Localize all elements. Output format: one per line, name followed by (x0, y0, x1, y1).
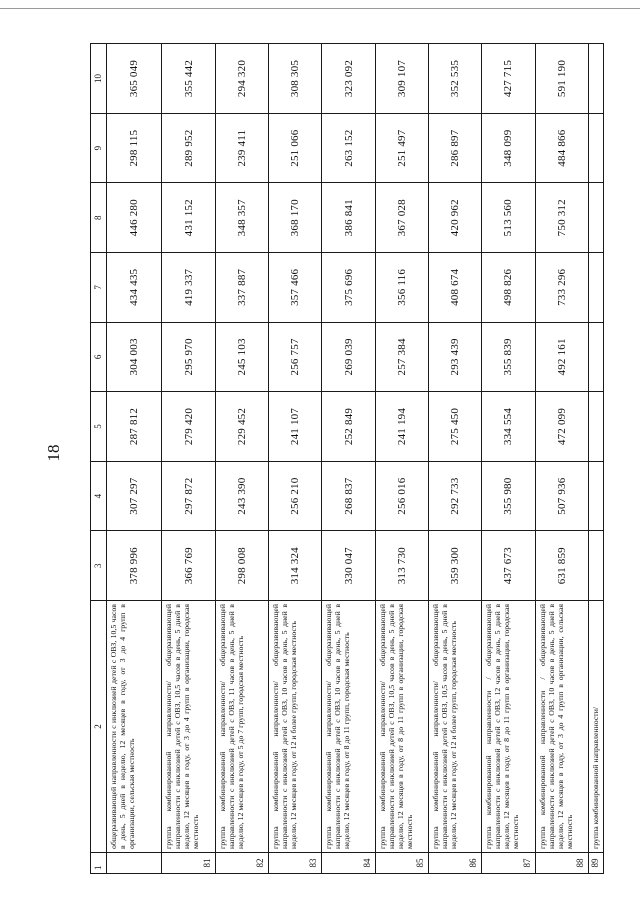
cost-value-cell: 304 003 (106, 322, 161, 392)
cost-value-cell: 334 554 (482, 392, 535, 462)
cost-value-cell: 239 411 (215, 113, 268, 183)
table-row (322, 44, 375, 874)
cost-value-cell: 378 996 (106, 531, 161, 601)
cost-value-cell: 309 107 (375, 44, 428, 114)
row-number: 83 (269, 853, 322, 874)
cost-value-cell (588, 461, 603, 531)
cost-value-cell (588, 253, 603, 323)
row-number: 84 (322, 853, 375, 874)
cost-value-cell: 229 452 (215, 392, 268, 462)
cost-value-cell: 513 560 (482, 183, 535, 253)
cost-value-cell: 256 757 (269, 322, 322, 392)
cost-value-cell: 352 535 (429, 44, 482, 114)
table-row (482, 44, 535, 874)
cost-value-cell (588, 531, 603, 601)
col-header: 1 (91, 853, 107, 874)
col-header: 6 (91, 322, 107, 392)
table-row (106, 44, 161, 874)
cost-value-cell: 365 049 (106, 44, 161, 114)
rotated-page (90, 44, 604, 874)
cost-value-cell: 507 936 (535, 461, 588, 531)
col-header: 4 (91, 461, 107, 531)
cost-value-cell (588, 113, 603, 183)
col-header: 5 (91, 392, 107, 462)
cost-value-cell: 279 420 (162, 392, 215, 462)
row-number: 89 (588, 853, 603, 874)
cost-value-cell: 243 390 (215, 461, 268, 531)
cost-value-cell: 484 866 (535, 113, 588, 183)
table-row (162, 44, 215, 874)
cost-value-cell: 337 887 (215, 253, 268, 323)
cost-value-cell: 492 161 (535, 322, 588, 392)
cost-value-cell: 323 092 (322, 44, 375, 114)
row-description: группа комбинированной направленности/ общеразвивающей направленности с инклюзией детей с ОВЗ, 11 часов в день, 5 дней в неделю, 12 месяцев в году, от 5 до 7 групп, городская местность (215, 601, 268, 853)
cost-value-cell: 733 296 (535, 253, 588, 323)
cost-value-cell: 359 300 (429, 531, 482, 601)
row-number: 86 (429, 853, 482, 874)
cost-value-cell: 298 008 (215, 531, 268, 601)
cost-value-cell: 241 194 (375, 392, 428, 462)
cost-value-cell: 330 047 (322, 531, 375, 601)
cost-value-cell: 446 280 (106, 183, 161, 253)
row-number: 85 (375, 853, 428, 874)
table-header-row (91, 44, 107, 874)
cost-value-cell: 472 099 (535, 392, 588, 462)
cost-value-cell: 427 715 (482, 44, 535, 114)
cost-value-cell: 298 115 (106, 113, 161, 183)
cost-value-cell: 750 312 (535, 183, 588, 253)
row-number: 88 (535, 853, 588, 874)
cost-value-cell: 375 696 (322, 253, 375, 323)
cost-value-cell: 420 962 (429, 183, 482, 253)
table-row (535, 44, 588, 874)
cost-value-cell: 256 016 (375, 461, 428, 531)
cost-value-cell: 307 297 (106, 461, 161, 531)
cost-value-cell: 268 837 (322, 461, 375, 531)
row-description: общеразвивающей направленности с инклюзией детей с ОВЗ, 10,5 часов в день, 5 дней в неделю, 12 месяцев в году, от 3 до 4 групп в организации, сельская местность (106, 601, 161, 853)
cost-value-cell: 631 859 (535, 531, 588, 601)
cost-value-cell: 275 450 (429, 392, 482, 462)
cost-value-cell: 251 066 (269, 113, 322, 183)
cost-value-cell: 289 952 (162, 113, 215, 183)
cost-value-cell: 437 673 (482, 531, 535, 601)
page-number: 18 (44, 444, 63, 462)
table-row (215, 44, 268, 874)
cost-value-cell: 313 730 (375, 531, 428, 601)
row-description: группа комбинированной направленности / общеразвивающей направленности с инклюзией детей с ОВЗ, 10 часов в день, 5 дней в неделю, 12 месяцев в году, от 3 до 4 групп в организации, сельская местность (535, 601, 588, 853)
table-row (429, 44, 482, 874)
row-description: группа комбинированной направленности/ общеразвивающей направленности с инклюзией детей с ОВЗ, 10 часов в день, 5 дней в неделю, 12 месяцев в году, от 8 до 11 групп, городская местность (322, 601, 375, 853)
cost-value-cell: 366 769 (162, 531, 215, 601)
cost-value-cell: 295 970 (162, 322, 215, 392)
col-header: 2 (91, 601, 107, 853)
row-number (106, 853, 161, 874)
row-description: группа комбинированной направленности/ (588, 601, 603, 853)
row-number: 81 (162, 853, 215, 874)
table-row (375, 44, 428, 874)
col-header: 7 (91, 253, 107, 323)
cost-value-cell: 257 384 (375, 322, 428, 392)
cost-value-cell: 256 210 (269, 461, 322, 531)
rotated-table-wrapper (90, 44, 604, 874)
col-header: 3 (91, 531, 107, 601)
cost-value-cell: 386 841 (322, 183, 375, 253)
cost-value-cell: 355 442 (162, 44, 215, 114)
row-description: группа комбинированной направленности/ общеразвивающей направленности с инклюзией детей с ОВЗ, 10 часов в день, 5 дней в неделю, 12 месяцев в году, от 12 и более групп, городская местность (269, 601, 322, 853)
cost-value-cell: 293 439 (429, 322, 482, 392)
cost-value-cell: 269 039 (322, 322, 375, 392)
cost-value-cell: 297 872 (162, 461, 215, 531)
cost-value-cell (588, 183, 603, 253)
cost-value-cell: 251 497 (375, 113, 428, 183)
cost-value-cell: 356 116 (375, 253, 428, 323)
cost-value-cell: 263 152 (322, 113, 375, 183)
cost-value-cell: 434 435 (106, 253, 161, 323)
table-row (269, 44, 322, 874)
col-header: 8 (91, 183, 107, 253)
row-description: группа комбинированной направленности/ общеразвивающей направленности с инклюзией детей с ОВЗ, 10,5 часов в день, 5 дней в неделю, 12 месяцев в году, от 8 до 11 групп в организации, городская местность (375, 601, 428, 853)
cost-value-cell: 419 337 (162, 253, 215, 323)
cost-value-cell: 252 849 (322, 392, 375, 462)
cost-value-cell: 355 980 (482, 461, 535, 531)
cost-value-cell: 498 826 (482, 253, 535, 323)
col-header: 10 (91, 44, 107, 114)
table-row (588, 44, 603, 874)
cost-value-cell: 308 305 (269, 44, 322, 114)
row-description: группа комбинированной направленности/ общеразвивающей направленности с инклюзией детей с ОВЗ, 10,5 часов в день, 5 дней в неделю, 12 месяцев в году, от 3 до 4 групп в организации, городская местность (162, 601, 215, 853)
top-rule (0, 8, 640, 9)
cost-value-cell (588, 392, 603, 462)
cost-value-cell (588, 322, 603, 392)
cost-value-cell: 591 190 (535, 44, 588, 114)
cost-value-cell: 367 028 (375, 183, 428, 253)
cost-value-cell: 431 152 (162, 183, 215, 253)
cost-table (90, 43, 604, 874)
row-number: 82 (215, 853, 268, 874)
cost-value-cell: 314 324 (269, 531, 322, 601)
cost-value-cell: 286 897 (429, 113, 482, 183)
col-header: 9 (91, 113, 107, 183)
cost-value-cell (588, 44, 603, 114)
cost-value-cell: 408 674 (429, 253, 482, 323)
cost-value-cell: 294 320 (215, 44, 268, 114)
row-number: 87 (482, 853, 535, 874)
cost-value-cell: 245 103 (215, 322, 268, 392)
cost-value-cell: 287 812 (106, 392, 161, 462)
cost-value-cell: 368 170 (269, 183, 322, 253)
row-description: группа комбинированной направленности/ общеразвивающей направленности с инклюзией детей с ОВЗ, 10,5 часов в день, 5 дней в неделю, 12 месяцев в году, от 12 и более групп, городская местность (429, 601, 482, 853)
cost-value-cell: 241 107 (269, 392, 322, 462)
cost-value-cell: 355 839 (482, 322, 535, 392)
cost-value-cell: 357 466 (269, 253, 322, 323)
cost-value-cell: 292 733 (429, 461, 482, 531)
cost-value-cell: 348 099 (482, 113, 535, 183)
row-description: группа комбинированной направленности / общеразвивающей направленности с инклюзией детей с ОВЗ, 12 часов в день, 5 дней в неделю, 12 месяцев в году, от 8 до 11 групп в организации, городская местность (482, 601, 535, 853)
cost-value-cell: 348 357 (215, 183, 268, 253)
